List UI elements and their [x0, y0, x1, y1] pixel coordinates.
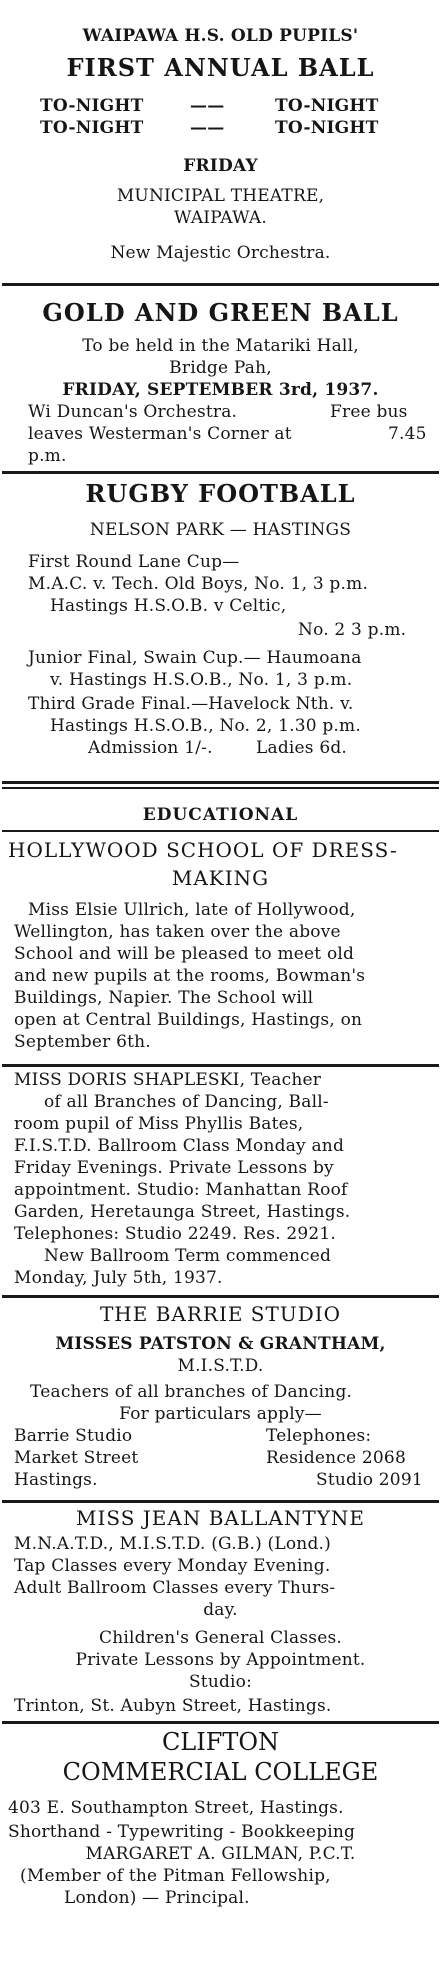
address-line: Hastings. [14, 1470, 98, 1490]
ad-line: room pupil of Miss Phyllis Bates, [14, 1114, 304, 1134]
ad-line: London) — Principal. [64, 1888, 250, 1908]
ad-title: THE BARRIE STUDIO [99, 1302, 342, 1326]
ad-line: Friday Evenings. Private Lessons by [14, 1158, 334, 1178]
tonight-right: TO-NIGHT [275, 118, 379, 138]
ad-line: Private Lessons by Appointment. [75, 1650, 366, 1670]
ad-line: (Member of the Pitman Fellowship, [20, 1866, 331, 1886]
ad-line: Trinton, St. Aubyn Street, Hastings. [14, 1696, 332, 1716]
ad-title: CLIFTON [161, 1728, 280, 1756]
ad-waipawa-ball [0, 0, 441, 263]
address-line: Market Street [14, 1448, 139, 1468]
ad-venue: MUNICIPAL THEATRE, [116, 186, 325, 206]
tonight-right: TO-NIGHT [275, 96, 379, 116]
ad-line: WAIPAWA H.S. OLD PUPILS' [82, 26, 359, 46]
ad-line: Tap Classes every Monday Evening. [14, 1556, 331, 1576]
ad-title: GOLD AND GREEN BALL [42, 298, 399, 327]
ad-line: MARGARET A. GILMAN, P.C.T. [85, 1844, 356, 1864]
ad-title: RUGBY FOOTBALL [85, 479, 356, 508]
ad-line: First Round Lane Cup— [28, 552, 240, 572]
ad-line: 7.45 [388, 424, 427, 444]
ad-line: To be held in the Matariki Hall, [82, 336, 359, 356]
ad-line: appointment. Studio: Manhattan Roof [14, 1180, 348, 1200]
ad-day: FRIDAY [183, 156, 258, 176]
divider [2, 830, 439, 832]
tonight-left: TO-NIGHT [40, 118, 144, 138]
ad-line: Free bus [330, 402, 408, 422]
ad-line: No. 2 3 p.m. [298, 620, 407, 640]
ad-date: FRIDAY, SEPTEMBER 3rd, 1937. [62, 380, 379, 400]
ad-line: Telephones: Studio 2249. Res. 2921. [14, 1224, 337, 1244]
ad-line: Garden, Heretaunga Street, Hastings. [14, 1202, 351, 1222]
address-line: Barrie Studio [14, 1426, 133, 1446]
ad-line: Children's General Classes. [98, 1628, 343, 1648]
ad-line: Miss Elsie Ullrich, late of Hollywood, [28, 900, 356, 920]
divider [2, 787, 439, 789]
ad-line: Hastings H.S.O.B. v Celtic, [50, 596, 287, 616]
ad-line: School and will be pleased to meet old [14, 944, 355, 964]
ad-line: p.m. [28, 446, 67, 466]
ad-subtitle: M.I.S.T.D. [177, 1356, 264, 1376]
ad-title: COMMERCIAL COLLEGE [62, 1758, 379, 1786]
ad-title: MAKING [171, 866, 270, 890]
phone-line: Studio 2091 [316, 1470, 423, 1490]
ad-line: New Ballroom Term commenced [44, 1246, 332, 1266]
divider [2, 1295, 439, 1298]
ad-line: Bridge Pah, [169, 358, 272, 378]
tonight-dash: —— [190, 118, 225, 138]
divider [2, 781, 439, 784]
tonight-dash: —— [190, 96, 225, 116]
ad-line: F.I.S.T.D. Ballroom Class Monday and [14, 1136, 345, 1156]
ad-line: MISS DORIS SHAPLESKI, Teacher [14, 1070, 322, 1090]
divider [2, 283, 439, 286]
tonight-left: TO-NIGHT [40, 96, 144, 116]
ad-line: Teachers of all branches of Dancing. [30, 1382, 353, 1402]
ad-line: M.N.A.T.D., M.I.S.T.D. (G.B.) (Lond.) [14, 1534, 331, 1554]
phone-line: Residence 2068 [266, 1448, 406, 1468]
divider [2, 471, 439, 474]
ad-title: FIRST ANNUAL BALL [66, 53, 375, 82]
ad-line: Buildings, Napier. The School will [14, 988, 314, 1008]
ad-line: September 6th. [14, 1032, 151, 1052]
ad-title: HOLLYWOOD SCHOOL OF DRESS- [8, 838, 398, 862]
phone-line: Telephones: [266, 1426, 372, 1446]
divider [2, 1500, 439, 1503]
ad-line: day. [203, 1600, 238, 1620]
divider [2, 1064, 439, 1067]
ad-line: Monday, July 5th, 1937. [14, 1268, 223, 1288]
ad-line: leaves Westerman's Corner at [28, 424, 292, 444]
ad-line: and new pupils at the rooms, Bowman's [14, 966, 366, 986]
ad-line: Junior Final, Swain Cup.— Haumoana [28, 648, 362, 668]
ad-venue: NELSON PARK — HASTINGS [89, 520, 352, 540]
ad-line: Adult Ballroom Classes every Thurs- [14, 1578, 336, 1598]
ad-line: Shorthand - Typewriting - Bookkeeping [8, 1822, 356, 1842]
ad-venue: WAIPAWA. [174, 208, 267, 228]
ad-line: open at Central Buildings, Hastings, on [14, 1010, 363, 1030]
ad-line: Wellington, has taken over the above [14, 922, 341, 942]
ad-line: Admission 1/-. [88, 738, 213, 758]
section-heading: EDUCATIONAL [142, 805, 299, 825]
ad-line: Hastings H.S.O.B., No. 2, 1.30 p.m. [50, 716, 361, 736]
ad-line: For particulars apply— [119, 1404, 322, 1424]
divider [2, 1721, 439, 1724]
ad-orchestra: New Majestic Orchestra. [110, 243, 331, 263]
ad-line: of all Branches of Dancing, Ball- [44, 1092, 329, 1112]
ad-line: M.A.C. v. Tech. Old Boys, No. 1, 3 p.m. [28, 574, 369, 594]
ad-line: v. Hastings H.S.O.B., No. 1, 3 p.m. [50, 670, 353, 690]
ad-line: Ladies 6d. [256, 738, 348, 758]
ad-line: Wi Duncan's Orchestra. [28, 402, 238, 422]
ad-line: 403 E. Southampton Street, Hastings. [8, 1798, 344, 1818]
ad-title: MISS JEAN BALLANTYNE [76, 1506, 365, 1530]
ad-line: Studio: [188, 1672, 253, 1692]
ad-line: Third Grade Final.—Havelock Nth. v. [28, 694, 354, 714]
ad-subtitle: MISSES PATSTON & GRANTHAM, [55, 1334, 386, 1354]
